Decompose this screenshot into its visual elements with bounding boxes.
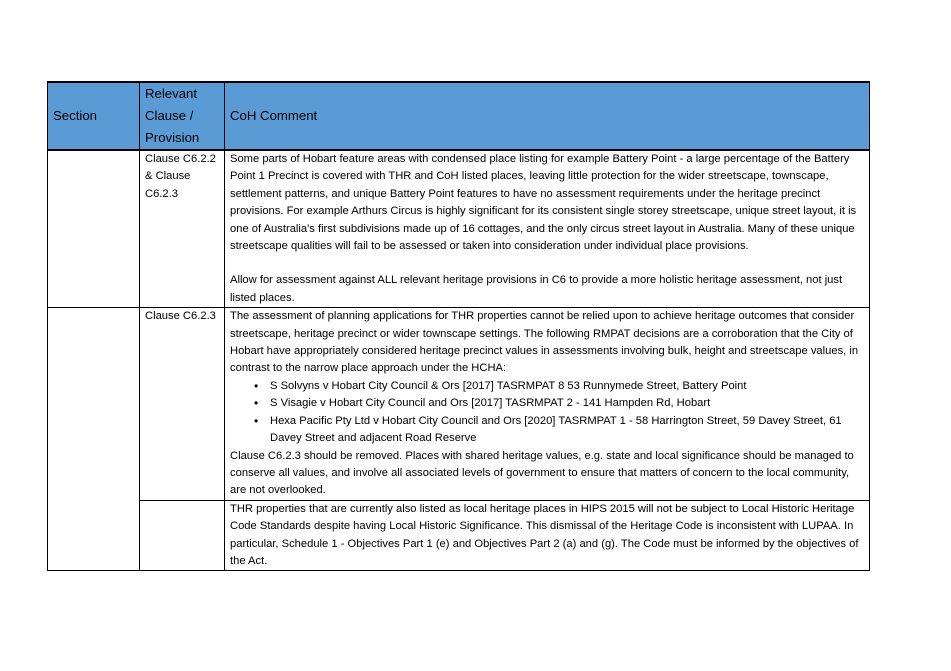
- header-relevant-clause: [140, 82, 225, 150]
- comment-paragraph: Allow for assessment against ALL relevant heritage provisions in C6 to provide a more holistic heritage assessment, not just listed places.: [230, 274, 843, 304]
- comment-cell: [225, 150, 870, 308]
- clause-line: Clause C6.2.2: [145, 153, 216, 165]
- comment-paragraph: THR properties that are currently also listed as local heritage places in HIPS 2015 will not be subject to Local Historic Heritage Code Standards despite having Local Historic Significance. This dismissal of the Heritage Code is inconsistent with LUPAA. In particular, Schedule 1 - Objectives Part 1 (e) and Objectives Part 2 (a) and (g). The Code must be informed by the objectives of the Act.: [230, 502, 859, 567]
- clause-cell: [140, 500, 225, 571]
- header-row: [48, 82, 870, 150]
- list-item: • S Visagie v Hobart City Council and Ors [2017] TASRMPAT 2 - 141 Hampden Rd, Hobart: [270, 395, 864, 412]
- header-clause-line: Clause /: [145, 108, 194, 123]
- paragraph-gap: [230, 255, 864, 272]
- table-row: [48, 500, 870, 571]
- comment-cell: [225, 500, 870, 571]
- clause-line: & Clause: [145, 170, 191, 183]
- section-cell: [48, 150, 140, 308]
- header-coh-comment: CoH Comment: [225, 82, 870, 150]
- header-section: Section: [48, 82, 140, 150]
- comment-cell: [225, 308, 870, 500]
- table-row: [48, 308, 870, 500]
- comment-paragraph: Some parts of Hobart feature areas with condensed place listing for example Battery Point - a large percentage of the Battery Point 1 Precinct is covered with THR and CoH listed places, leaving little protection for the wider streetscape, townscape, settlement patterns, and unique Battery Point features to have no assessment requirements under the heritage precinct provisions. For example Arthurs Circus is highly significant for its consistent single storey streetscape, unique street layout, it is one of Australia's first subdivisions made up of 16 cottages, and the only circus street layout in Australia. Many of these unique streetscape qualities will fail to be assessed or taken into consideration under individual place provisions.: [230, 153, 857, 253]
- comment-paragraph: The assessment of planning applications for THR properties cannot be relied upon to achieve heritage outcomes that consider streetscape, heritage precinct or wider townscape settings. The following RMPAT decisions are a corroboration that the City of Hobart have appropriately considered heritage precinct values in assessments involving bulk, height and streetscape values, in contrast to the narrow place approach under the HCHA:: [230, 310, 859, 375]
- decision-list: [230, 378, 864, 448]
- header-clause-line: Provision: [145, 130, 200, 145]
- section-cell: [48, 500, 140, 571]
- comment-paragraph: Clause C6.2.3 should be removed. Places with shared heritage values, e.g. state and local significance should be managed to conserve all values, and involve all associated levels of government to ensure that matters of concern to the local community, are not overlooked.: [230, 449, 854, 497]
- table-row: [48, 150, 870, 308]
- list-item: • S Solvyns v Hobart City Council & Ors [2017] TASRMPAT 8 53 Runnymede Street, Battery Point: [270, 378, 864, 395]
- list-item: • Hexa Pacific Pty Ltd v Hobart City Council and Ors [2020] TASRMPAT 1 - 58 Harrington Street, 59 Davey Street, 61 Davey Street and adjacent Road Reserve: [270, 413, 864, 448]
- clause-line: C6.2.3: [145, 187, 178, 200]
- clause-cell: [140, 150, 225, 308]
- section-cell: [48, 308, 140, 500]
- header-clause-line: Relevant: [145, 86, 198, 101]
- clause-cell: Clause C6.2.3: [140, 308, 225, 500]
- comments-table: [47, 81, 870, 571]
